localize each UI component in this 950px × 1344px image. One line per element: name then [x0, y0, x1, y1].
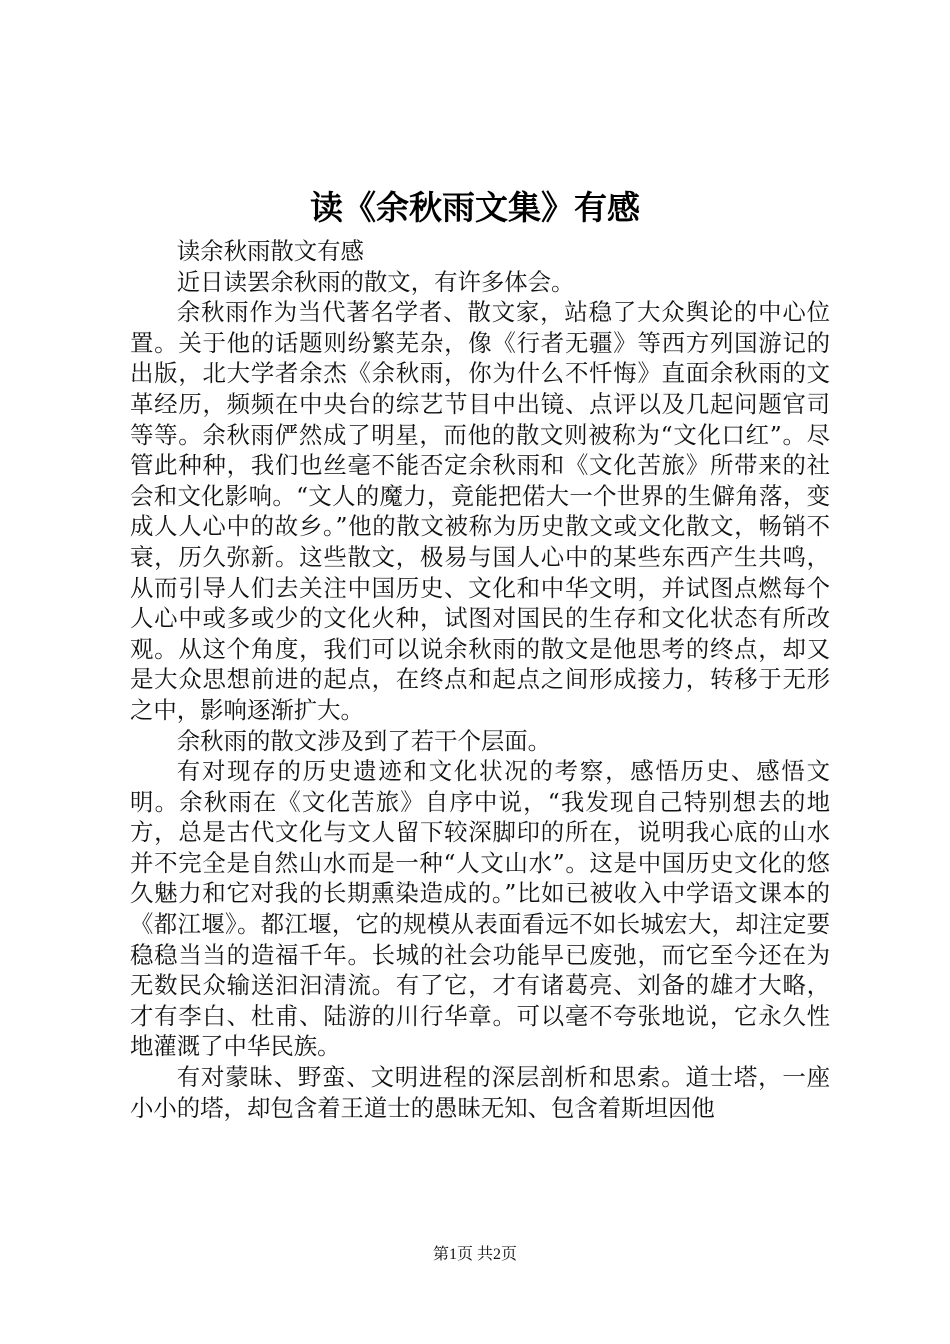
paragraph-heritage: 有对现存的历史遗迹和文化状况的考察，感悟历史、感悟文明。余秋雨在《文化苦旅》自序中说，“我发现自己特别想去的地方，总是古代文化与文人留下较深脚印的所在，说明我心底的山水并不完全是自然山水而是一种“人文山水”。这是中国历史文化的悠久魅力和它对我的长期熏染造成的。”比如已被收入中学语文课本的《都江堰》。都江堰，它的规模从表面看远不如长城宏大，却注定要稳稳当当的造福千年。长城的社会功能早已废弛，而它至今还在为无数民众输送汩汩清流。有了它，才有诸葛亮、刘备的雄才大略，才有李白、杜甫、陆游的川行华章。可以毫不夸张地说，它永久性地灌溉了中华民族。 — [130, 757, 830, 1061]
document-body — [130, 236, 830, 1123]
paragraph-intro: 近日读罢余秋雨的散文，有许多体会。 — [176, 267, 575, 296]
paragraph-subtitle: 读余秋雨散文有感 — [176, 237, 364, 265]
paragraph-civilization: 有对蒙昧、野蛮、文明进程的深层剖析和思索。道士塔，一座小小的塔，却包含着王道士的愚昧无知、包含着斯坦因他 — [130, 1063, 830, 1122]
paragraph-layers: 余秋雨的散文涉及到了若干个层面。 — [176, 726, 552, 755]
paragraph-author-overview: 余秋雨作为当代著名学者、散文家，站稳了大众舆论的中心位置。关于他的话题则纷繁芜杂，像《行者无疆》等西方列国游记的出版，北大学者余杰《余秋雨，你为什么不忏悔》直面余秋雨的文革经历，频频在中央台的综艺节目中出镜、点评以及几起问题官司等等。余秋雨俨然成了明星，而他的散文则被称为“文化口红”。尽管此种种，我们也丝毫不能否定余秋雨和《文化苦旅》所带来的社会和文化影响。“文人的魔力，竟能把偌大一个世界的生僻角落，变成人人心中的故乡。”他的散文被称为历史散文或文化散文，畅销不衰，历久弥新。这些散文，极易与国人心中的某些东西产生共鸣，从而引导人们去关注中国历史、文化和中华文明，并试图点燃每个人心中或多或少的文化火种，试图对国民的生存和文化状态有所改观。从这个角度，我们可以说余秋雨的散文是他思考的终点，却又是大众思想前进的起点，在终点和起点之间形成接力，转移于无形之中，影响逐渐扩大。 — [130, 298, 830, 724]
document-title: 读《余秋雨文集》有感 — [310, 188, 640, 227]
page-footer: 第1页 共2页 — [432, 1246, 517, 1263]
